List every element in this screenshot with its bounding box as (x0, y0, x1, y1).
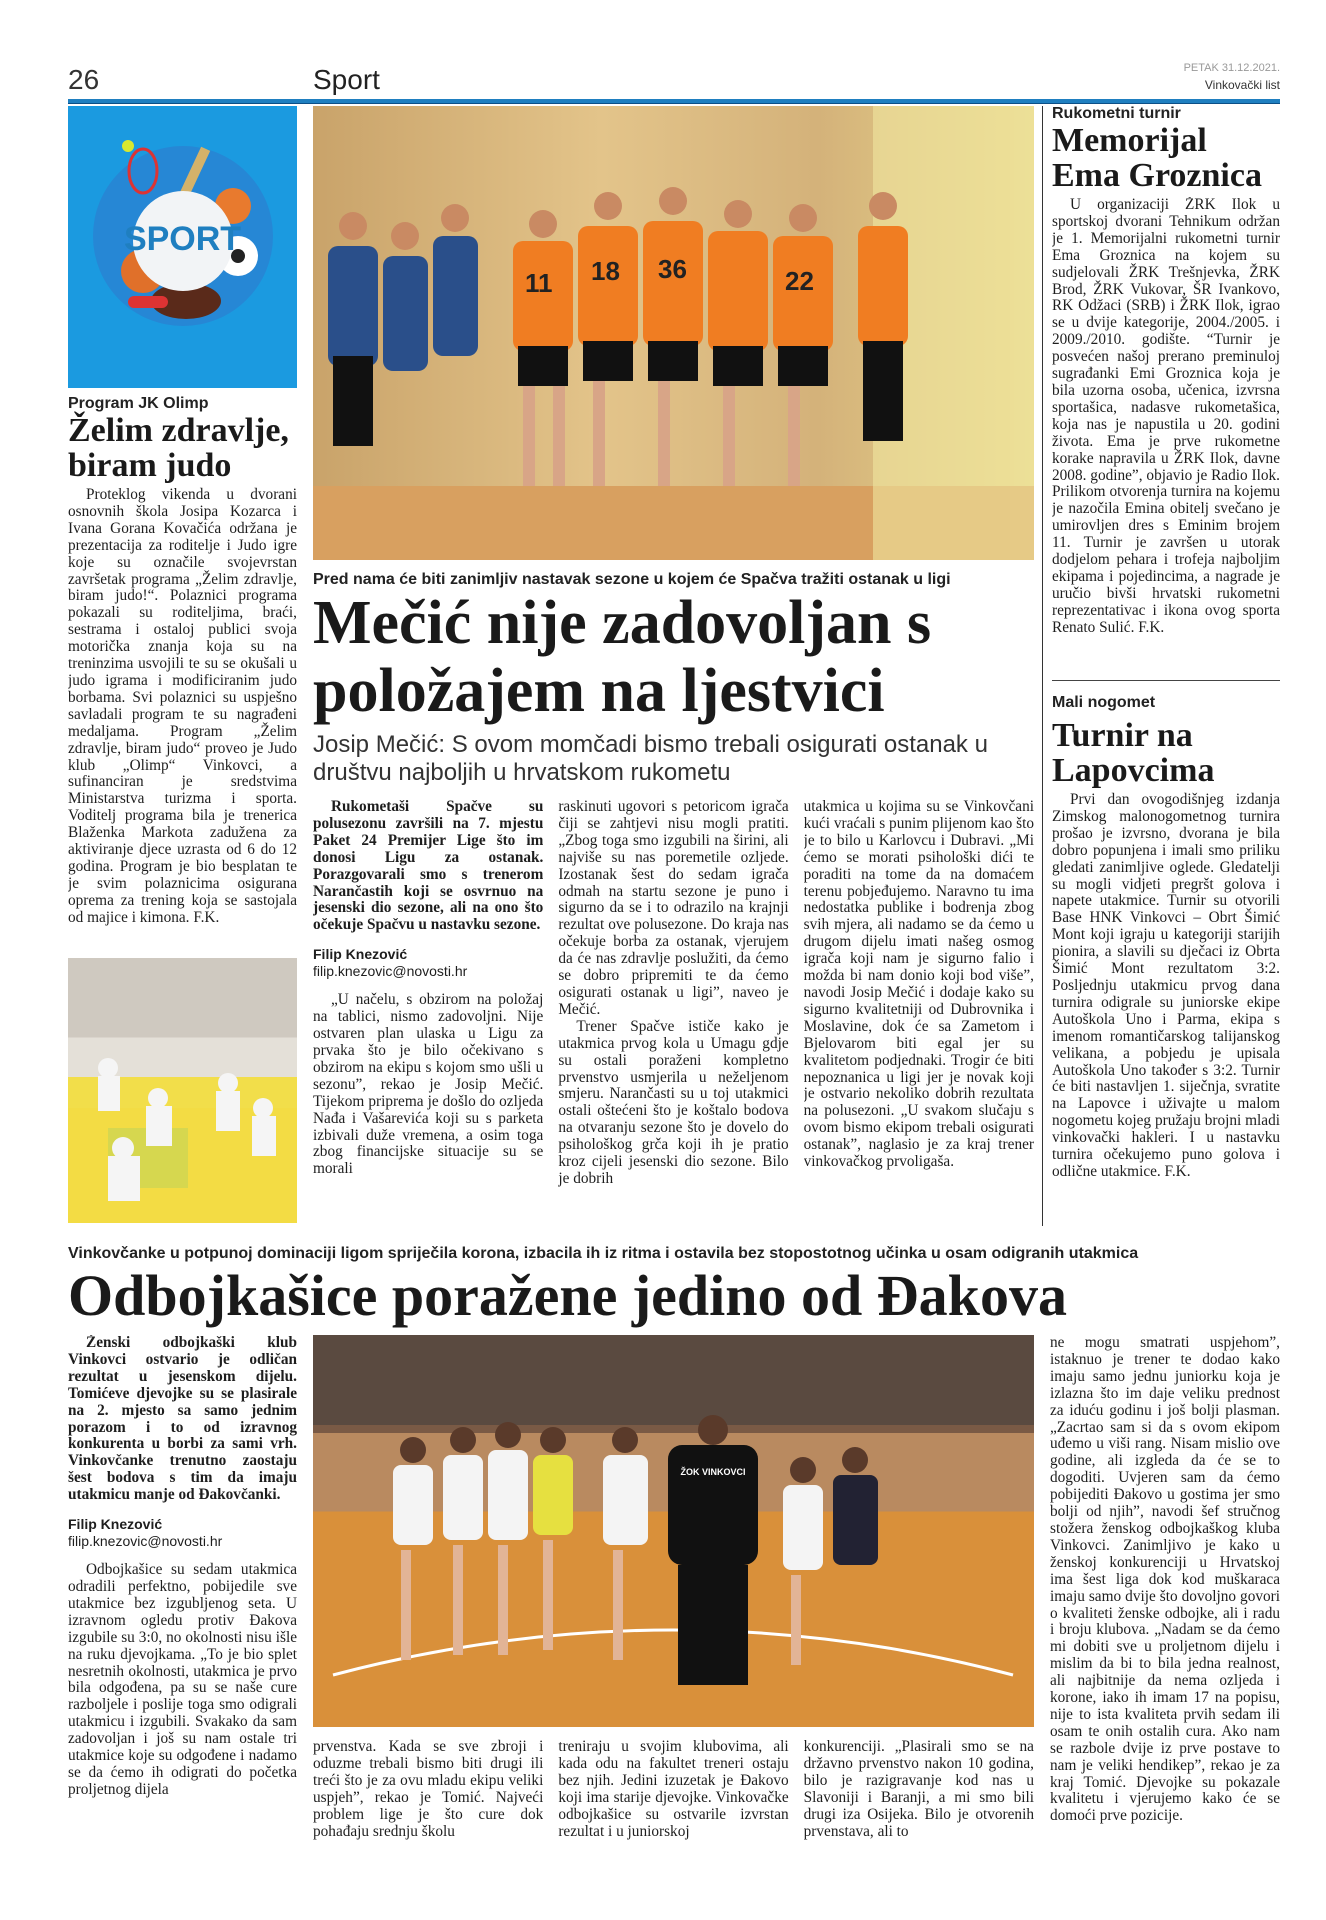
volleyball-column-5 (1050, 1335, 1280, 1860)
memorial-article (1052, 104, 1280, 676)
volleyball-column-3 (558, 1739, 788, 1860)
volleyball-bottom-columns (313, 1739, 1034, 1860)
futsal-body (1052, 792, 1280, 1226)
newspaper-name: Vinkovački list (1204, 78, 1280, 92)
volleyball-columns (68, 1335, 1280, 1860)
volleyball-column-4 (804, 1739, 1034, 1860)
jersey-number: 22 (785, 266, 814, 296)
handball-column-2 (558, 799, 788, 1226)
memorial-body (1052, 197, 1280, 676)
handball-players-illustration (313, 106, 1034, 560)
handball-columns (313, 799, 1034, 1226)
memorial-kicker: Rukometni turnir (1052, 105, 1181, 122)
memorial-paragraph: U organizaciji ŽRK Ilok u sportskoj dvorani Tehnikum održan je 1. Memorijalni rukometni turnir Ema Groznica na kojem su sudjelovali ŽRK Trešnjevka, ŽRK Brod, ŽRK Vukovar, ŠR Ivankovo, RK Odžaci (SRB) i ŽRK Ilok, igrao se u dvije kategorije, 2004./2005. i 2009./2010. godište. “Turnir je posvećen našoj prerano preminuloj sugrađanki Emi Groznica koja je bila uzorna osoba, učenica, izvrsna sportašica, nadasve rukometašica, koja nas je napustila u 20. godini života. Ema je prve rukometne korake napravila u ŽRK Ilok, davne 2008. godine”, objavio je Radio Ilok. Prilikom otvorenja turnira na kojemu je nazočila Emina obitelj svečano je umirovljen dres s Eminim brojem 11. Turnir je završen u utorak dodjelom pehara i trofeja najboljim ekipama i pojedincima, a nagrade je uručio bivši hrvatski rukometni reprezentativac i ikona ovog sporta Renato Sulić. F.K. (1052, 197, 1280, 636)
handball-column-3 (804, 799, 1034, 1226)
handball-team-photo (313, 106, 1034, 560)
jersey-number: 18 (591, 256, 620, 286)
handball-deck: Josip Mečić: S ovom momčadi bismo trebali osigurati ostanak u društvu najboljih u hrvatskom rukometu (313, 731, 988, 786)
futsal-title: Turnir na Lapovcima (1052, 717, 1215, 789)
volleyball-paragraph: prvenstva. Kada se sve zbroji i oduzme trebali bismo biti drugi ili treći što je za ovu mladu ekipu veliki uspjeh”, rekao je Tomić. Najveći problem lige je što cure dok pohađaju srednju školu (313, 1739, 544, 1840)
volleyball-players-illustration (313, 1335, 1034, 1727)
volleyball-paragraph: konkurenciji. „Plasirali smo se na državno prvenstvo nakon 10 godina, bilo je razigravanje kod nas u Slavoniji i Baranji, a mi smo bili drugi iza Osijeka. Bilo je otvorenih prvenstava, ali to (803, 1739, 1034, 1840)
futsal-kicker: Mali nogomet (1052, 694, 1156, 711)
handball-lead: Rukometaši Spačve su polusezonu završili na 7. mjestu Paket 24 Premijer Lige što im donosi Ligu za ostanak. Porazgovarali smo s trenerom Narančastih koji se osvrnuo na jesenski dio sezone, ali na ono što očekuje Spačvu u nastavku sezone. (313, 799, 544, 934)
issue-date: PETAK 31.12.2021. (1183, 62, 1280, 74)
judo-paragraph: Proteklog vikenda u dvorani osnovnih škola Josipa Kozarca i Ivana Gorana Kovačića održana je prezentacija za roditelje i Judo igre koje su označile svojevrstan završetak programa „Želim zdravlje, biram judo!“. Polaznici programa pokazali su roditeljima, braći, sestrama i ostaloj publici svoja motorička znanja koja su na treninzima usvojili te su se okušali u judo igrama i modificiranim judo borbama. Svi polaznici su uspješno savladali program te su nagrađeni medaljama. Program „Želim zdravlje, biram judo“ proveo je Judo klub „Olimp“ Vinkovci, a sufinanciran je sredstvima Ministarstva turizma i sporta. Voditelj programa bila je trenerica Blaženka Markota zadužena za aktiviranje djece uzrasta od 6 do 12 godina. Program je bio besplatan te je svim polaznicima osigurana oprema za trening koja se sastojala od majice i kimona. F.K. (68, 487, 297, 926)
left-column (68, 106, 297, 1223)
volleyball-column-1 (68, 1335, 297, 1860)
futsal-article (1052, 693, 1280, 1226)
judo-title: Želim zdravlje, biram judo (68, 412, 289, 484)
section-divider (1052, 680, 1280, 681)
author-email[interactable]: filip.knezovic@novosti.hr (68, 1533, 223, 1550)
handball-paragraph: „U načelu, s obzirom na položaj na tablici, nismo zadovoljni. Nije ostvaren plan ulaska u Ligu za prvaka što je bilo očekivano s obzirom na ekipu s kojom smo ušli u sezonu”, rekao je Josip Mečić. Tijekom priprema je došlo do ozljeda Nađa i Vašarevića koji su s parketa izbivali duže vremena, a osim toga zbog financijske situacije su se morali (313, 991, 544, 1178)
volleyball-paragraph: Odbojkašice su sedam utakmica odradili perfektno, pobijedile sve utakmice bez izgubljenog seta. U izravnom ogledu protiv Đakova izgubile su 3:0, no okolnosti nisu išle na ruku djevojkama. „To je bio splet nesretnih okolnosti, utakmica je prvo bila odgođena, pa su se naše cure razboljele i poslije toga smo odigrali utakmicu i izgubili. Svakako da sam zadovoljan i još su nam ostale tri utakmice koje su odgođene i nadamo se da ćemo ih odigrati do početka proljetnog dijela (68, 1561, 297, 1798)
volleyball-article (68, 1244, 1280, 1860)
volleyball-paragraph: ne mogu smatrati uspjehom”, istaknuo je trener te dodao kako imaju samo jednu juniorku koja je izlazna što im daje veliku prednost za iduću godinu i još bolji plasman. „Zacrtao sam si da s ovom ekipom uđemo u viši rang. Nisam mislio ove godine, ali izgleda da će se to dogoditi. Uvjeren sam da ćemo pobijediti Đakovo u gostima jer smo bolji od njih”, navodi šef stručnog stožera ženskog odbojkaškog kluba Vinkovci. Zanimljivo je kako u ženskoj konkurenciji u Hrvatskoj ima šest liga dok kod muškaraca imaju samo dvije što dovoljno govori o kvaliteti ženske odbojke, ali i radu i broju klubova. „Nadam se da ćemo mi dobiti sve u proljetnom dijelu i mislim da bi to bila jedna realnost, ali najbitnije da nema ozljeda i korone, iako ih imam 17 na popisu, nije to ista kvaliteta prvih sedam ili osam te onih ostalih cura. Ako nam se razbole dvije iz prve postave to nam je veliki hendikep”, rekao je za kraj Tomić. Djevojke su pokazale kvalitetu i vjerujemo kako će se domoći prve pozicije. (1050, 1335, 1280, 1825)
judo-children-illustration (68, 958, 297, 1223)
memorial-title: Memorijal Ema Groznica (1052, 122, 1262, 194)
page-number: 26 (68, 64, 100, 95)
handball-kicker: Pred nama će biti zanimljiv nastavak sezone u kojem će Spačva tražiti ostanak u ligi (313, 571, 951, 588)
column-divider (1042, 106, 1043, 1226)
volleyball-kicker: Vinkovčanke u potpunoj dominaciji ligom spriječila korona, izbacila ih iz ritma i ostavila bez stopostotnog učinka u osam odigranih utakmica (68, 1245, 1139, 1262)
right-column (1052, 104, 1280, 1226)
volleyball-team-photo (313, 1335, 1034, 1727)
futsal-paragraph: Prvi dan ovogodišnjeg izdanja Zimskog malonogometnog turnira prošao je izvrsno, dvorana je bila dobro popunjena i imali smo priliku gledati zanimljive oglede. Gledatelji su mogli vidjeti pregršt golova i napete utakmice. Turnir su otvorili Base HNK Vinkovci – Obrt Šimić Mont koji igraju u kategoriji starijih pionira, a slavili su dječaci iz Obrta Šimić Mont rezultatom 3:2. Posljednju utakmicu prvog dana turnira odigrale su juniorske ekipe Autoškola Uno i Parma, ekipa s imenom romantičarskog talijanskog velikana, a pobjedu je upisala Autoškola Uno također s 3:2. Turnir će biti nastavljen 1. siječnja, svratite na Lapovce i uživajte u malom nogometu kojeg pružaju brojni mladi vinkovački hakleri. I u nastavku turnira očekujemo puno golova i odlične utakmice. F.K. (1052, 792, 1280, 1180)
jersey-number: 36 (658, 254, 687, 284)
sport-logo-text: SPORT (123, 220, 242, 258)
judo-body (68, 487, 297, 950)
handball-paragraph: raskinuti ugovori s petoricom igrača čiji se zahtjevi nisu mogli pratiti. „Zbog toga smo izgubili na širini, ali najviše su nas poremetile ozljede. Izostanak šest do sedam igrača odmah na startu sezone je puno i sigurno da se i to odrazilo na krajnji rezultat ove polusezone. Do kraja nas očekuje borba za ostanak, vjerujem da će nas zdravlje poslužiti, da ćemo se dobro pripremiti te da ćemo osigurati ostanak u ligi”, naveo je Mečić. (558, 799, 789, 1018)
section-title: Sport (313, 64, 380, 95)
handball-article (313, 106, 1034, 1226)
volleyball-center (313, 1335, 1034, 1860)
handball-paragraph: utakmica u kojima su se Vinkovčani kući vraćali s punim plijenom kao što je to bilo u Karlovcu i Dubravi. „Mi ćemo se morati psihološki dići te poraditi na tome da na domaćem terenu pobjeđujemo. Naravno tu ima nedostatka publike i bodrenja zbog svih mjera, ali nadamo se da ćemo u drugom dijelu imati našeg osmog igrača koji nam je sigurno falio i možda bi nam donio koji bod više”, navodi Josip Mečić i dodaje kako su sigurno kvalitetniji od Dubrovnika i Moslavine, dok će sa Zametom i Bjelovarom biti egal jer su kvalitetom podjednaki. Trogir će biti nepoznanica u ligi jer je novak koji je ostvario nekoliko dobrih rezultata na polusezoni. „U svakom slučaju s ovom bismo ekipom trebali osigurati ostanak”, naglasio je za kraj trener vinkovačkog prvoligaša. (803, 799, 1034, 1171)
volleyball-lead: Ženski odbojkaški klub Vinkovci ostvario je odličan rezultat u jesenskom dijelu. Tomićeve djevojke su se plasirale na 2. mjesto sa samo jednim porazom i to od izravnog konkurenta u borbi za sami vrh. Vinkovčanke trenutno zaostaju šest bodova s tim da imaju utakmicu manje od Đakovčanki. (68, 1335, 297, 1504)
judo-kicker: Program JK Olimp (68, 395, 209, 412)
jersey-number: 11 (525, 268, 553, 298)
judo-photo (68, 958, 297, 1223)
handball-column-1 (313, 799, 543, 1226)
volleyball-column-2 (313, 1739, 543, 1860)
author-name: Filip Knezović (68, 1516, 163, 1533)
coach-shirt-text: ŽOK VINKOVCI (680, 1467, 746, 1477)
handball-paragraph: Trener Spačve ističe kako je utakmica prvog kola u Umagu gdje su ostali poraženi kompletno prvenstvo usmjerila u neželjenom smjeru. Narančasti su u toj utakmici ostali oštećeni što je koštalo bodova na otvaranju sezone što je dovelo do psihološkog grča koji ih je pratio kroz cijeli jesenski dio sezone. Bilo je dobrih (558, 1017, 789, 1187)
volleyball-title: Odbojkašice poražene jedino od Đakova (68, 1263, 1067, 1328)
author-name: Filip Knezović (313, 946, 408, 963)
author-email[interactable]: filip.knezovic@novosti.hr (313, 963, 468, 980)
sport-logo-image (68, 106, 297, 388)
handball-title: Mečić nije zadovoljan s položajem na ljestvici (313, 589, 932, 725)
volleyball-paragraph: treniraju u svojim klubovima, ali kada odu na fakultet treneri ostaju bez njih. Jedini izuzetak je Đakovo koji ima starije djevojke. Vinkovačke odbojkašice su ostvarile izvrstan rezultat i u juniorskoj (558, 1739, 789, 1840)
